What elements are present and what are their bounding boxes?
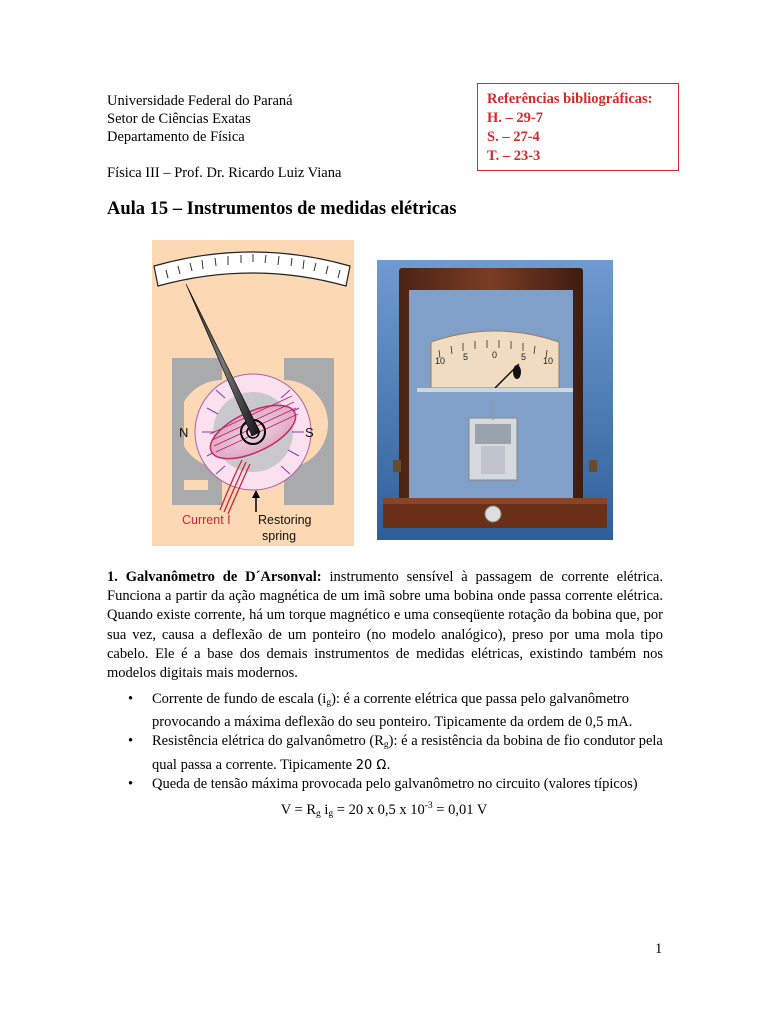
lecture-title: Aula 15 – Instrumentos de medidas elétricas bbox=[107, 199, 457, 219]
references-box bbox=[477, 83, 679, 171]
reference-item: T. – 23-3 bbox=[487, 148, 541, 164]
bullet-marker: • bbox=[128, 775, 134, 792]
references-title: Referências bibliográficas: bbox=[487, 91, 653, 107]
scale-label: 10 bbox=[543, 356, 554, 366]
metal-rod bbox=[417, 388, 573, 392]
spring-label: spring bbox=[262, 529, 297, 543]
galvanometer-photo bbox=[377, 260, 613, 540]
header-department: Departamento de Física bbox=[107, 129, 245, 145]
voltage-equation: $V = R_g$ $i_g = 20$ x 0,5 x $10^{-3} = 0,01$ V bbox=[280, 801, 488, 819]
section1-text: instrumento sensível à passagem de corrente elétrica. Funciona a partir da ação magnética de um imã sobre uma bobina onde passa corrente elétrica. Quando existe corrente, há um torque magnético e uma conseqüente rotação da bobina que, por sua vez, causa a deflexão de um ponteiro (no modelo analógico), preso por uma mola tipo cabelo. Ele é a base dos demais instrumentos de medidas elétricas, existindo também nos modelos digitais mais modernos. bbox=[107, 569, 663, 682]
scale-label: 5 bbox=[463, 352, 469, 362]
bullet-marker: • bbox=[128, 691, 134, 707]
scale-label: 5 bbox=[521, 352, 527, 362]
pole-n-label: N bbox=[179, 425, 189, 440]
header-course: Física III – Prof. Dr. Ricardo Luiz Viana bbox=[107, 165, 342, 181]
scale-label: 0 bbox=[492, 350, 498, 360]
section1-paragraph bbox=[107, 568, 663, 683]
bullet-marker: • bbox=[128, 733, 134, 750]
galvanometer-diagram bbox=[152, 240, 354, 546]
list-item: • Corrente de fundo de escala $(i_g)$: é a corrente elétrica que passa pelo galvanômetro provocando a máxima deflexão do seu ponteiro. Tipicamente da ordem de 0,5 mA. bbox=[128, 691, 633, 731]
header-university: Universidade Federal do Paraná bbox=[107, 93, 293, 109]
bullet-list bbox=[107, 690, 663, 794]
list-item: • Queda de tensão máxima provocada pelo galvanômetro no circuito (valores típicos) bbox=[107, 775, 663, 794]
page-number: 1 bbox=[655, 941, 663, 957]
restoring-label: Restoring bbox=[258, 513, 312, 527]
pole-s-label: S bbox=[305, 425, 314, 440]
left-terminal bbox=[393, 460, 401, 472]
header-sector: Setor de Ciências Exatas bbox=[107, 111, 251, 127]
reference-item: H. – 29-7 bbox=[487, 110, 543, 126]
section1-heading: 1. Galvanômetro de D´Arsonval: bbox=[107, 569, 322, 585]
right-terminal bbox=[589, 460, 597, 472]
reference-item: S. – 27-4 bbox=[487, 129, 540, 145]
scale-label: 10 bbox=[435, 356, 446, 366]
adjust-knob bbox=[485, 506, 501, 522]
current-label: Current I bbox=[182, 513, 231, 527]
list-item: • Resistência elétrica do galvanômetro $(R_g)$: é a resistência da bobina de fio condutor pela qual passa a corrente. Tipicamente 20 Ω. bbox=[128, 733, 663, 773]
